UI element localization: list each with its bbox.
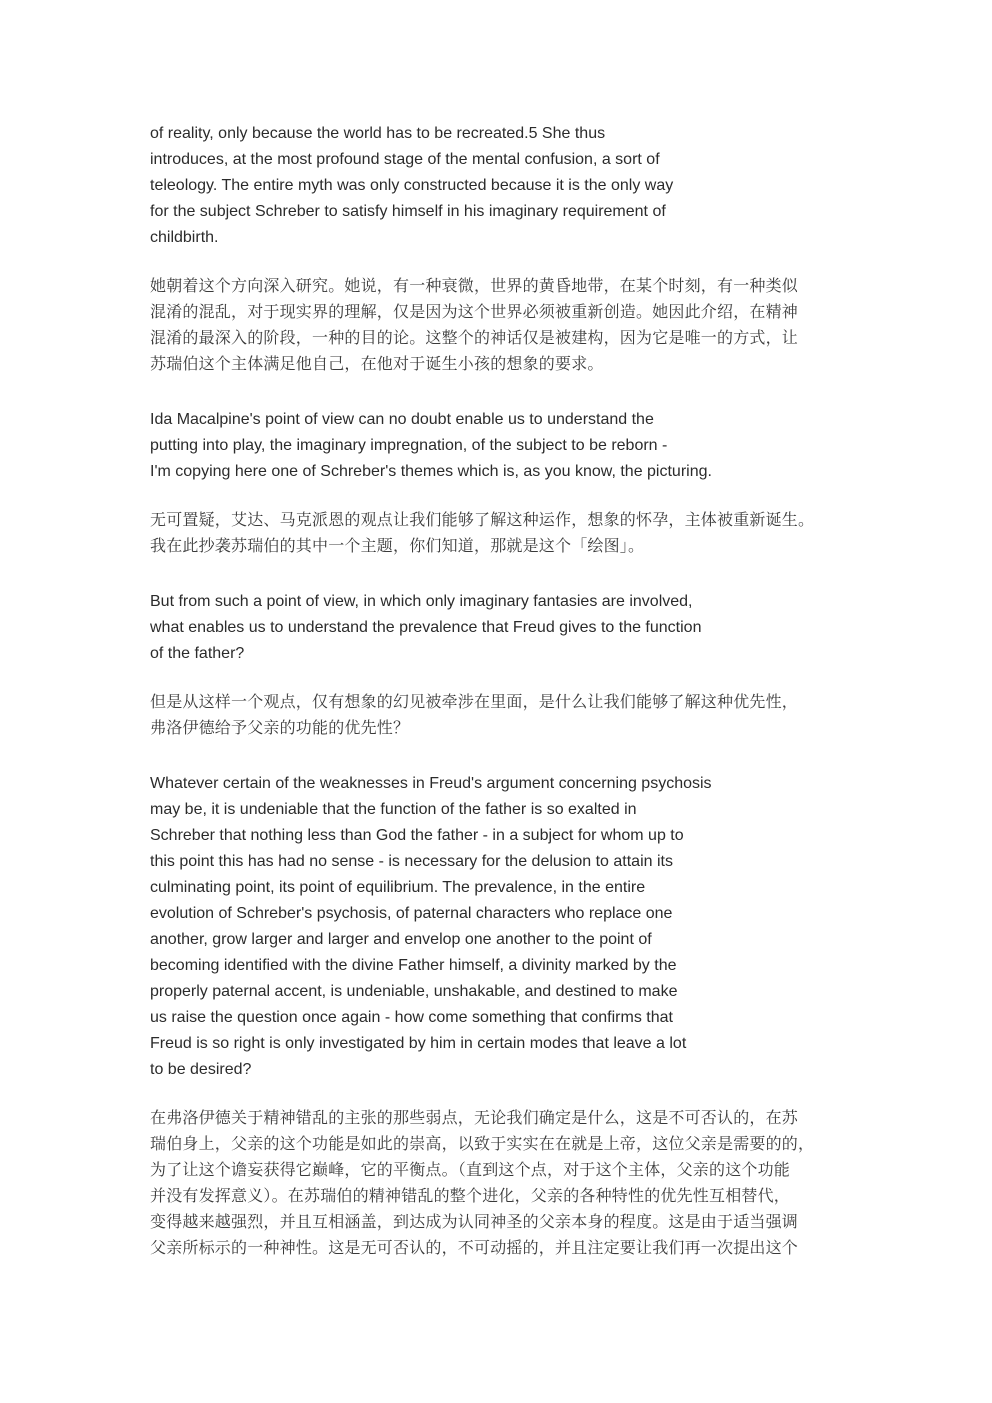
text-line: 但是从这样一个观点，仅有想象的幻见被牵涉在里面，是什么让我们能够了解这种优先性， <box>150 692 799 711</box>
text-line: evolution of Schreber's psychosis, of paternal characters who replace one <box>150 905 673 922</box>
text-line: what enables us to understand the prevalence that Freud gives to the function <box>150 619 702 636</box>
text-line: for the subject Schreber to satisfy himself in his imaginary requirement of <box>150 203 666 220</box>
paragraph-en-1 <box>150 121 810 251</box>
text-line: 并没有发挥意义）。在苏瑞伯的精神错乱的整个进化，父亲的各种特性的优先性互相替代， <box>150 1186 791 1205</box>
text-line: us raise the question once again - how come something that confirms that <box>150 1009 673 1026</box>
text-line: may be, it is undeniable that the function of the father is so exalted in <box>150 801 637 818</box>
text-line: putting into play, the imaginary impregnation, of the subject to be reborn - <box>150 437 668 454</box>
text-line: properly paternal accent, is undeniable, unshakable, and destined to make <box>150 983 678 1000</box>
text-line: 她朝着这个方向深入研究。她说，有一种衰微，世界的黄昏地带，在某个时刻，有一种类似 <box>150 276 799 295</box>
text-line: introduces, at the most profound stage of the mental confusion, a sort of <box>150 151 660 168</box>
text-line: culminating point, its point of equilibrium. The prevalence, in the entire <box>150 879 646 896</box>
text-line: But from such a point of view, in which only imaginary fantasies are involved, <box>150 593 693 610</box>
text-line: Freud is so right is only investigated by him in certain modes that leave a lot <box>150 1035 687 1052</box>
text-line: Schreber that nothing less than God the father - in a subject for whom up to <box>150 827 684 844</box>
text-line: teleology. The entire myth was only constructed because it is the only way <box>150 177 674 194</box>
text-line: 为了让这个谵妄获得它巅峰，它的平衡点。（直到这个点，对于这个主体，父亲的这个功能 <box>150 1160 791 1179</box>
text-line: 无可置疑，艾达、马克派恩的观点让我们能够了解这种运作，想象的怀孕，主体被重新诞生。 <box>150 510 815 529</box>
text-line: becoming identified with the divine Father himself, a divinity marked by the <box>150 957 677 974</box>
text-line: 变得越来越强烈，并且互相涵盖，到达成为认同神圣的父亲本身的程度。这是由于适当强调 <box>150 1212 799 1231</box>
text-line: childbirth. <box>150 229 219 246</box>
paragraph-zh-1 <box>150 273 844 377</box>
text-line: to be desired? <box>150 1061 252 1078</box>
text-line: 混淆的最深入的阶段，一种的目的论。这整个的神话仅是被建构，因为它是唯一的方式，让 <box>150 328 799 347</box>
text-line: another, grow larger and larger and envelop one another to the point of <box>150 931 652 948</box>
paragraph-zh-4 <box>150 1105 844 1261</box>
text-line: 父亲所标示的一种神性。这是无可否认的，不可动摇的，并且注定要让我们再一次提出这个 <box>150 1238 799 1257</box>
paragraph-en-3 <box>150 589 810 667</box>
text-line: 我在此抄袭苏瑞伯的其中一个主题，你们知道，那就是这个「绘图」。 <box>150 536 645 555</box>
text-line: 混淆的混乱，对于现实界的理解，仅是因为这个世界必须被重新创造。她因此介绍，在精神 <box>150 302 799 321</box>
text-line: 瑞伯身上，父亲的这个功能是如此的崇高，以致于实实在在就是上帝，这位父亲是需要的的， <box>150 1134 815 1153</box>
text-line: I'm copying here one of Schreber's themes which is, as you know, the picturing. <box>150 463 712 480</box>
text-line: 苏瑞伯这个主体满足他自己，在他对于诞生小孩的想象的要求。 <box>150 354 604 373</box>
text-line: this point this has had no sense - is necessary for the delusion to attain its <box>150 853 673 870</box>
text-line: of reality, only because the world has to be recreated.5 She thus <box>150 125 606 142</box>
paragraph-en-2 <box>150 407 810 485</box>
text-line: 弗洛伊德给予父亲的功能的优先性？ <box>150 718 410 737</box>
text-line: of the father? <box>150 645 245 662</box>
text-line: Ida Macalpine's point of view can no doubt enable us to understand the <box>150 411 654 428</box>
text-line: 在弗洛伊德关于精神错乱的主张的那些弱点，无论我们确定是什么，这是不可否认的，在苏 <box>150 1108 799 1127</box>
text-line: Whatever certain of the weaknesses in Freud's argument concerning psychosis <box>150 775 712 792</box>
paragraph-zh-2 <box>150 507 844 559</box>
paragraph-en-4 <box>150 771 810 1083</box>
paragraph-zh-3 <box>150 689 844 741</box>
